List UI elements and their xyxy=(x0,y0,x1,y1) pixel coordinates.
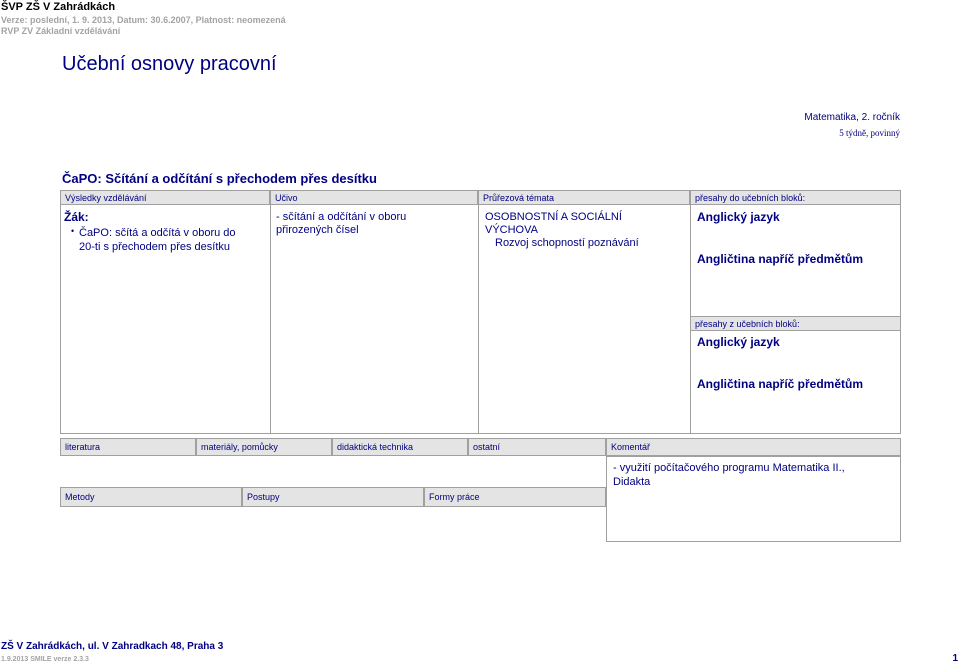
outcome-text-line2: 20-ti s přechodem přes desítku xyxy=(79,241,231,253)
topic-heading: ČaPO: Sčítání a odčítání s přechodem přes desítku xyxy=(62,171,377,186)
header-didactic-technology: didaktická technika xyxy=(332,438,468,456)
overlap-from-item: Angličtina napříč předmětům xyxy=(697,377,864,391)
theme-title-line2: VÝCHOVA xyxy=(485,224,538,236)
header-other: ostatní xyxy=(468,438,606,456)
overlap-to-item: Angličtina napříč předmětům xyxy=(697,252,864,266)
student-label: Žák: xyxy=(64,210,89,224)
overlap-to-subject: Anglický jazyk xyxy=(697,210,780,224)
header-themes: Průřezová témata xyxy=(478,190,690,205)
header-procedures: Postupy xyxy=(242,487,424,507)
bullet-icon: • xyxy=(71,226,75,236)
subject-grade: Matematika, 2. ročník xyxy=(804,112,900,123)
overlap-from-subject: Anglický jazyk xyxy=(697,335,780,349)
theme-title-line1: OSOBNOSTNÍ A SOCIÁLNÍ xyxy=(485,211,622,223)
theme-subtopic: Rozvoj schopností poznávání xyxy=(495,237,639,249)
outcome-text-line1: ČaPO: sčítá a odčítá v oboru do xyxy=(79,227,236,239)
page-number: 1 xyxy=(952,653,958,664)
header-content: Učivo xyxy=(270,190,478,205)
header-overlaps-from: přesahy z učebních bloků: xyxy=(690,316,901,331)
content-text-line2: přirozených čísel xyxy=(276,224,359,236)
comment-text-line2: Didakta xyxy=(613,476,651,488)
header-materials: materiály, pomůcky xyxy=(196,438,332,456)
version-line: Verze: poslední, 1. 9. 2013, Datum: 30.6.2007, Platnost: neomezená xyxy=(1,15,286,25)
header-outcomes: Výsledky vzdělávání xyxy=(60,190,270,205)
header-comment: Komentář xyxy=(606,438,901,456)
rvp-line: RVP ZV Základní vzdělávání xyxy=(1,26,121,36)
footer-version: 1.9.2013 SMILE verze 2.3.3 xyxy=(1,656,89,663)
document-title: Učební osnovy pracovní xyxy=(62,53,277,75)
comment-text-line1: - využití počítačového programu Matematika II., xyxy=(613,462,845,474)
content-text-line1: - sčítání a odčítání v oboru xyxy=(276,211,407,223)
footer-school-address: ZŠ V Zahrádkách, ul. V Zahradkach 48, Praha 3 xyxy=(1,641,224,652)
header-methods: Metody xyxy=(60,487,242,507)
weekly-hours: 5 týdně, povinný xyxy=(839,128,900,138)
column-divider xyxy=(270,205,271,434)
column-divider xyxy=(478,205,479,434)
school-name: ŠVP ZŠ V Zahrádkách xyxy=(1,1,116,13)
header-overlaps-to: přesahy do učebních bloků: xyxy=(690,190,901,205)
header-literature: literatura xyxy=(60,438,196,456)
header-forms-of-work: Formy práce xyxy=(424,487,606,507)
